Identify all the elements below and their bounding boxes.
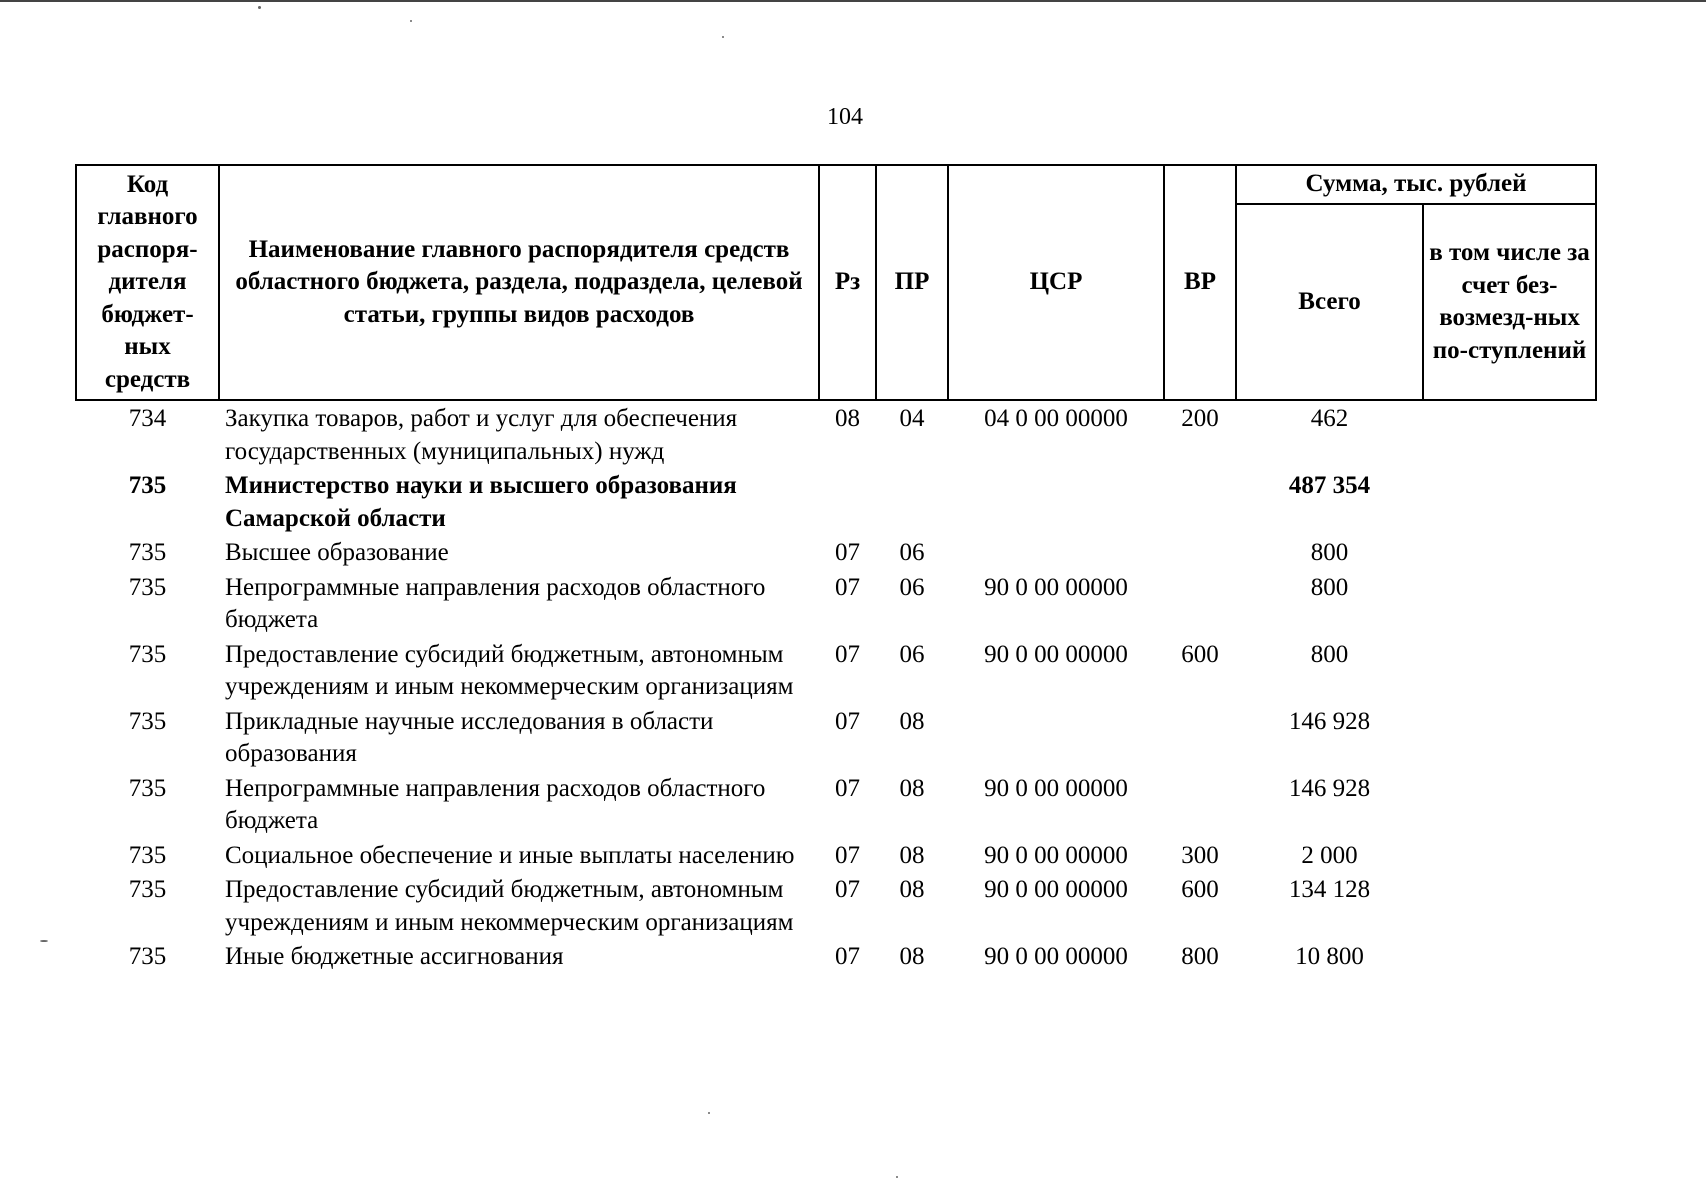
row-gratuitous <box>1423 468 1596 535</box>
row-rz: 07 <box>835 841 860 869</box>
row-rz: 07 <box>835 539 860 566</box>
row-vr <box>1164 704 1236 771</box>
row-rz: 08 <box>835 405 860 432</box>
scan-speck <box>258 6 261 9</box>
row-rz: 07 <box>835 573 860 601</box>
row-name: Непрограммные направления расходов областного бюджета <box>225 774 766 834</box>
row-code: 735 <box>128 774 167 802</box>
page-number: 104 <box>827 104 863 130</box>
row-pr: 08 <box>899 943 925 970</box>
row-csr: 04 0 00 00000 <box>984 405 1128 432</box>
row-csr: 90 0 00 00000 <box>984 841 1128 869</box>
row-name: Иные бюджетные ассигнования <box>225 943 564 970</box>
row-rz: 07 <box>835 876 860 903</box>
scan-speck <box>410 20 412 22</box>
row-total: 134 128 <box>1288 876 1371 903</box>
row-pr <box>876 468 948 535</box>
row-gratuitous <box>1423 400 1596 468</box>
row-pr: 08 <box>899 707 925 735</box>
row-csr <box>948 535 1164 570</box>
table-row <box>76 400 1596 468</box>
row-vr <box>1164 570 1236 637</box>
row-pr: 08 <box>899 841 925 869</box>
table-row <box>76 704 1596 771</box>
header-pr: ПР <box>876 165 948 400</box>
row-csr: 90 0 00 00000 <box>984 774 1128 802</box>
row-rz <box>819 468 876 535</box>
row-vr <box>1164 535 1236 570</box>
table-row <box>76 637 1596 704</box>
row-pr: 04 <box>899 405 925 432</box>
row-pr: 08 <box>899 774 925 802</box>
table-header <box>76 165 1596 400</box>
row-csr <box>948 704 1164 771</box>
row-total: 800 <box>1310 539 1349 566</box>
row-gratuitous <box>1423 939 1596 974</box>
row-total: 2 000 <box>1301 841 1358 869</box>
row-total: 487 354 <box>1288 472 1371 499</box>
row-name: Прикладные научные исследования в области образования <box>225 707 714 767</box>
row-name: Закупка товаров, работ и услуг для обеспечения государственных (муниципальных) нужд <box>225 405 738 465</box>
row-total: 800 <box>1310 640 1349 668</box>
row-vr <box>1164 468 1236 535</box>
table-row <box>76 570 1596 637</box>
table-body <box>76 400 1596 974</box>
row-pr: 06 <box>899 573 925 601</box>
row-csr <box>948 468 1164 535</box>
table-row <box>76 838 1596 873</box>
row-vr: 600 <box>1181 640 1219 668</box>
row-pr: 06 <box>899 640 925 668</box>
row-name: Непрограммные направления расходов областного бюджета <box>225 573 766 633</box>
row-total: 462 <box>1310 405 1349 432</box>
scan-speck <box>40 940 48 942</box>
row-total: 146 928 <box>1288 774 1371 802</box>
row-csr: 90 0 00 00000 <box>984 876 1128 903</box>
row-code: 735 <box>128 876 167 903</box>
row-vr: 300 <box>1181 841 1219 869</box>
row-vr: 800 <box>1181 943 1219 970</box>
row-gratuitous <box>1423 838 1596 873</box>
row-gratuitous <box>1423 570 1596 637</box>
row-code: 735 <box>128 539 167 566</box>
row-gratuitous <box>1423 637 1596 704</box>
scan-speck <box>722 36 724 38</box>
row-total: 146 928 <box>1288 707 1371 735</box>
row-name: Министерство науки и высшего образования Самарской области <box>225 472 737 532</box>
row-csr: 90 0 00 00000 <box>984 573 1128 601</box>
header-total: Всего <box>1236 204 1423 400</box>
header-csr: ЦСР <box>948 165 1164 400</box>
row-vr <box>1164 771 1236 838</box>
row-code: 735 <box>128 472 167 499</box>
row-name: Социальное обеспечение и иные выплаты населению <box>225 841 795 869</box>
table-row <box>76 535 1596 570</box>
row-name: Высшее образование <box>225 539 449 566</box>
header-vr: ВР <box>1164 165 1236 400</box>
row-pr: 06 <box>899 539 925 566</box>
scan-speck <box>896 1176 898 1178</box>
row-code: 735 <box>128 943 167 970</box>
scan-speck <box>708 1112 710 1114</box>
budget-table <box>75 164 1597 974</box>
header-name: Наименование главного распорядителя средств областного бюджета, раздела, подраздела, целевой статьи, группы видов расходов <box>219 165 819 400</box>
row-rz: 07 <box>835 943 860 970</box>
row-code: 735 <box>128 640 167 668</box>
row-name: Предоставление субсидий бюджетным, автономным учреждениям и иным некоммерческим организациям <box>225 640 794 700</box>
table-row <box>76 872 1596 939</box>
header-sum: Сумма, тыс. рублей <box>1236 165 1596 204</box>
row-vr: 600 <box>1181 876 1219 903</box>
row-gratuitous <box>1423 704 1596 771</box>
table-row <box>76 939 1596 974</box>
row-rz: 07 <box>835 707 860 735</box>
row-total: 10 800 <box>1295 943 1364 970</box>
header-rz: Рз <box>819 165 876 400</box>
row-gratuitous <box>1423 771 1596 838</box>
scan-edge-line <box>0 0 1706 5</box>
row-code: 735 <box>128 573 167 601</box>
row-rz: 07 <box>835 640 860 668</box>
row-csr: 90 0 00 00000 <box>984 943 1128 970</box>
row-name: Предоставление субсидий бюджетным, автономным учреждениям и иным некоммерческим организациям <box>225 876 794 936</box>
row-rz: 07 <box>835 774 860 802</box>
row-total: 800 <box>1310 573 1349 601</box>
row-csr: 90 0 00 00000 <box>984 640 1128 668</box>
row-code: 735 <box>128 841 167 869</box>
header-gratuitous: в том числе за счет без-возмезд-ных по-ступлений <box>1423 204 1596 400</box>
row-vr: 200 <box>1181 405 1219 432</box>
row-code: 735 <box>128 707 167 735</box>
table-row <box>76 468 1596 535</box>
row-pr: 08 <box>899 876 925 903</box>
row-gratuitous <box>1423 872 1596 939</box>
header-code: Код главного распоря-дителя бюджет-ных средств <box>76 165 219 400</box>
table-row <box>76 771 1596 838</box>
row-code: 734 <box>128 405 167 432</box>
row-gratuitous <box>1423 535 1596 570</box>
